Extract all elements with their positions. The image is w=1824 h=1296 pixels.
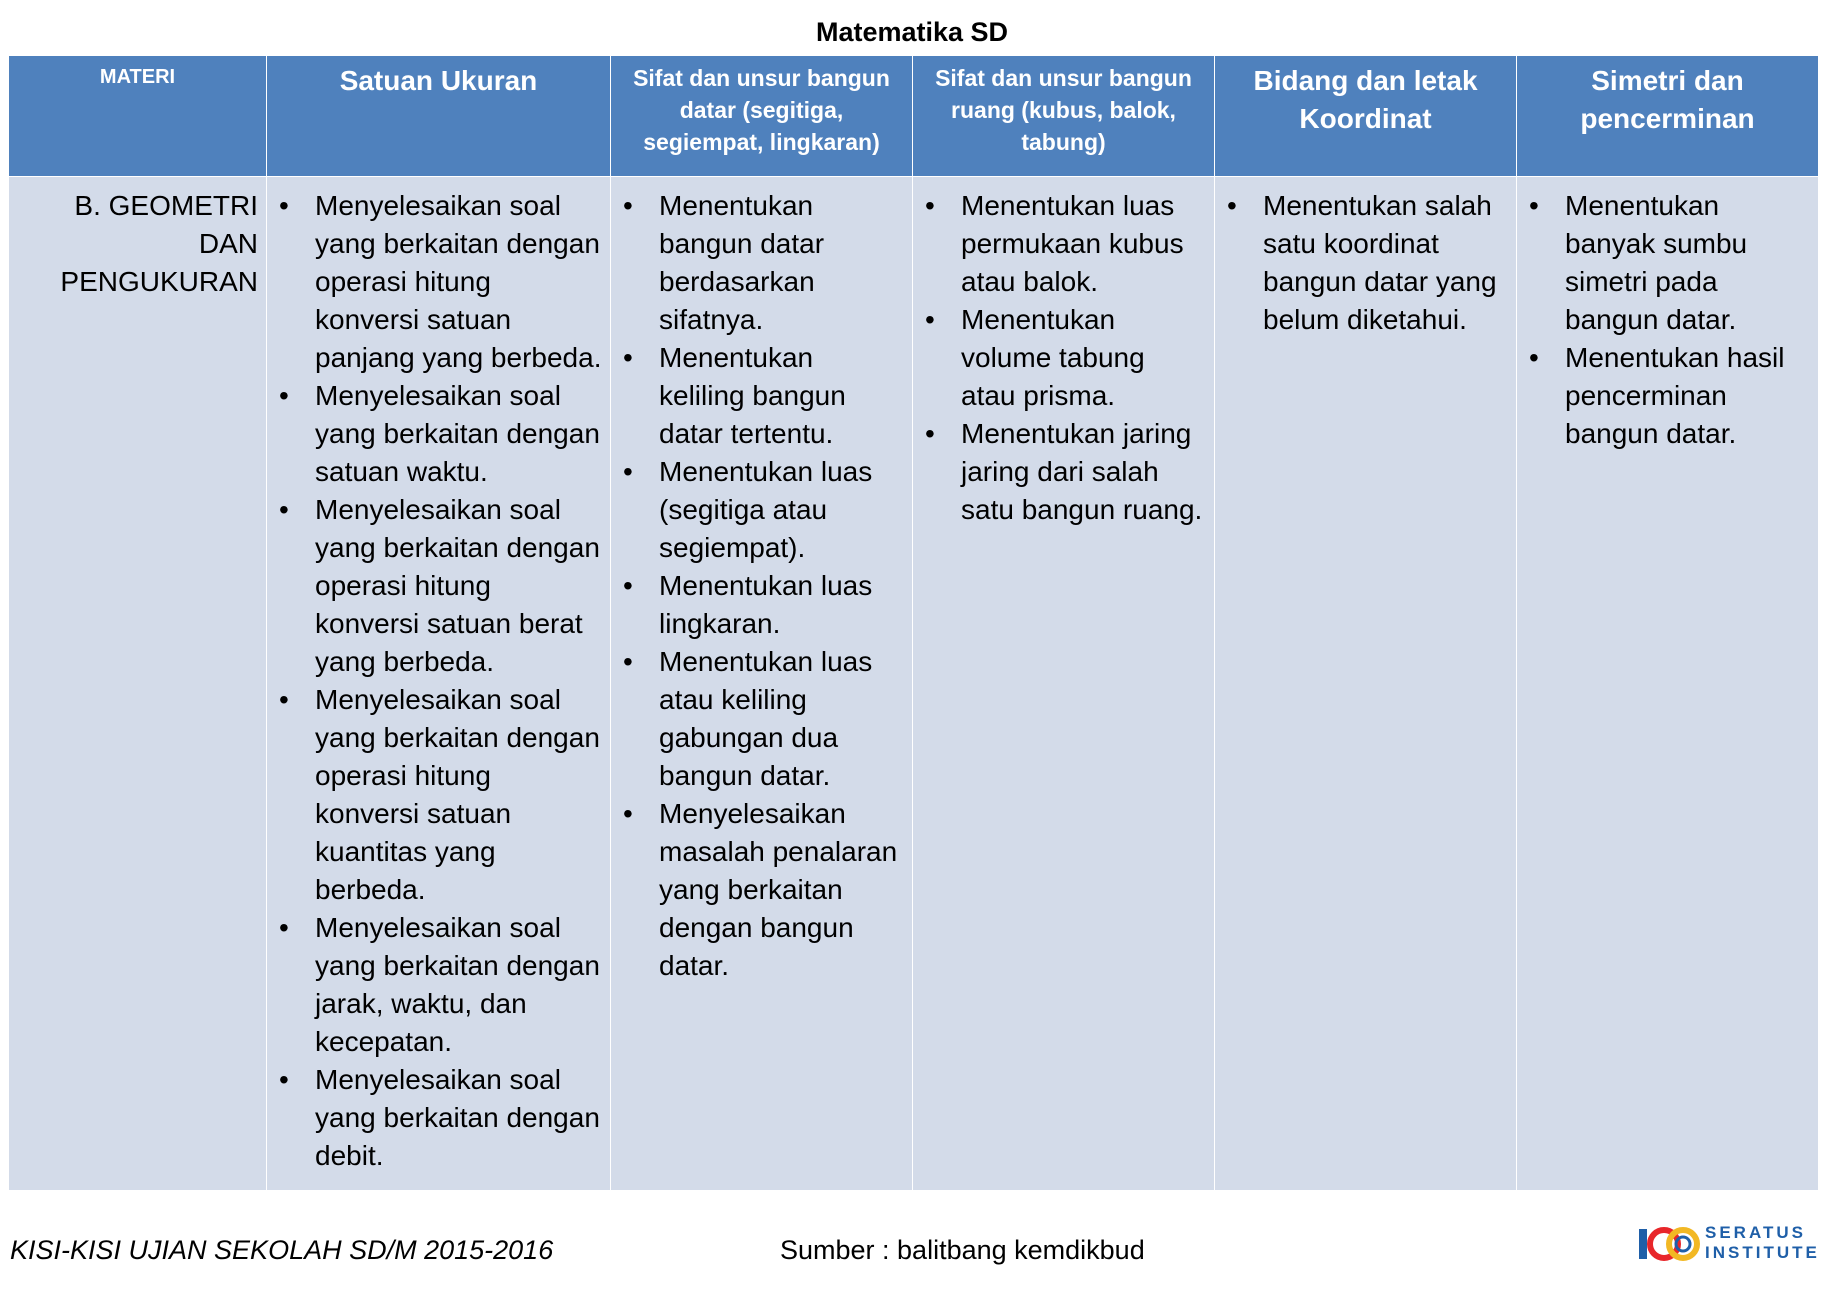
header-row — [9, 56, 1819, 177]
bangun-datar-cell — [611, 177, 913, 1191]
logo-text — [1705, 1223, 1820, 1263]
list-item-text: Menentukan keliling bangun datar tertentu. — [659, 342, 846, 449]
logo-line-1: SERATUS — [1705, 1223, 1806, 1242]
logo-rings-icon — [1638, 1223, 1700, 1265]
list-item-text: Menentukan salah satu koordinat bangun datar yang belum diketahui. — [1263, 190, 1497, 335]
list-item — [921, 415, 1206, 529]
list-item — [275, 377, 602, 491]
list-item — [619, 643, 904, 795]
bullet-icon: • — [925, 418, 935, 449]
bullet-icon: • — [623, 646, 633, 677]
bullet-icon: • — [925, 190, 935, 221]
bullet-icon: • — [623, 190, 633, 221]
list-item-text: Menentukan banyak sumbu simetri pada bangun datar. — [1565, 190, 1748, 335]
satuan-ukuran-cell — [267, 177, 611, 1191]
list-item — [619, 567, 904, 643]
bullet-icon: • — [623, 342, 633, 373]
list-item-text: Menyelesaikan masalah penalaran yang berkaitan dengan bangun datar. — [659, 798, 898, 981]
list-item — [275, 491, 602, 681]
bullet-icon: • — [279, 190, 289, 221]
list-item-text: Menentukan luas atau keliling gabungan dua bangun datar. — [659, 646, 873, 791]
bullet-icon: • — [623, 456, 633, 487]
table-row — [9, 177, 1819, 1191]
footer-source: Sumber : balitbang kemdikbud — [780, 1235, 1145, 1265]
materi-cell: B. GEOMETRI DAN PENGUKURAN — [9, 177, 267, 1191]
list-item — [1525, 339, 1810, 453]
list-item-text: Menyelesaikan soal yang berkaitan dengan satuan waktu. — [315, 380, 600, 487]
bullet-icon: • — [623, 570, 633, 601]
list-item — [921, 187, 1206, 301]
list-item-text: Menentukan jaring jaring dari salah satu bangun ruang. — [961, 418, 1203, 525]
bullet-list — [1223, 187, 1508, 339]
list-item-text: Menentukan volume tabung atau prisma. — [961, 304, 1145, 411]
list-item — [275, 187, 602, 377]
logo-line-2: INSTITUTE — [1705, 1243, 1820, 1262]
bullet-icon: • — [1227, 190, 1237, 221]
list-item-text: Menyelesaikan soal yang berkaitan dengan jarak, waktu, dan kecepatan. — [315, 912, 600, 1057]
kisi-kisi-table — [8, 55, 1819, 1191]
bullet-icon: • — [623, 798, 633, 829]
list-item — [275, 909, 602, 1061]
bullet-icon: • — [925, 304, 935, 335]
list-item-text: Menyelesaikan soal yang berkaitan dengan operasi hitung konversi satuan berat yang berbeda. — [315, 494, 600, 677]
header-koordinat: Bidang dan letak Koordinat — [1215, 56, 1517, 177]
list-item — [921, 301, 1206, 415]
header-materi: MATERI — [9, 56, 267, 177]
list-item — [619, 339, 904, 453]
bullet-icon: • — [279, 684, 289, 715]
header-simetri: Simetri dan pencerminan — [1517, 56, 1819, 177]
header-satuan-ukuran: Satuan Ukuran — [267, 56, 611, 177]
list-item-text: Menentukan luas permukaan kubus atau balok. — [961, 190, 1184, 297]
bullet-icon: • — [279, 380, 289, 411]
bullet-list — [619, 187, 904, 985]
list-item-text: Menentukan bangun datar berdasarkan sifatnya. — [659, 190, 825, 335]
list-item-text: Menentukan luas (segitiga atau segiempat). — [659, 456, 873, 563]
bullet-icon: • — [1529, 342, 1539, 373]
footer-exam-title: KISI-KISI UJIAN SEKOLAH SD/M 2015-2016 — [10, 1235, 554, 1265]
koordinat-cell — [1215, 177, 1517, 1191]
list-item — [619, 187, 904, 339]
bullet-list — [921, 187, 1206, 529]
list-item-text: Menyelesaikan soal yang berkaitan dengan operasi hitung konversi satuan panjang yang berbeda. — [315, 190, 602, 373]
header-bangun-datar: Sifat dan unsur bangun datar (segitiga, segiempat, lingkaran) — [611, 56, 913, 177]
bullet-icon: • — [279, 912, 289, 943]
list-item-text: Menyelesaikan soal yang berkaitan dengan debit. — [315, 1064, 600, 1171]
list-item — [275, 681, 602, 909]
header-bangun-ruang: Sifat dan unsur bangun ruang (kubus, balok, tabung) — [913, 56, 1215, 177]
list-item — [275, 1061, 602, 1175]
page-title: Matematika SD — [815, 17, 1009, 47]
bangun-ruang-cell — [913, 177, 1215, 1191]
simetri-cell — [1517, 177, 1819, 1191]
bullet-icon: • — [1529, 190, 1539, 221]
bullet-icon: • — [279, 494, 289, 525]
list-item-text: Menentukan luas lingkaran. — [659, 570, 873, 639]
seratus-institute-logo — [1638, 1221, 1818, 1267]
list-item — [619, 795, 904, 985]
bullet-icon: • — [279, 1064, 289, 1095]
list-item — [619, 453, 904, 567]
list-item-text: Menentukan hasil pencerminan bangun datar. — [1565, 342, 1785, 449]
bullet-list — [1525, 187, 1810, 453]
list-item — [1223, 187, 1508, 339]
bullet-list — [275, 187, 602, 1175]
list-item-text: Menyelesaikan soal yang berkaitan dengan operasi hitung konversi satuan kuantitas yang berbeda. — [315, 684, 600, 905]
list-item — [1525, 187, 1810, 339]
